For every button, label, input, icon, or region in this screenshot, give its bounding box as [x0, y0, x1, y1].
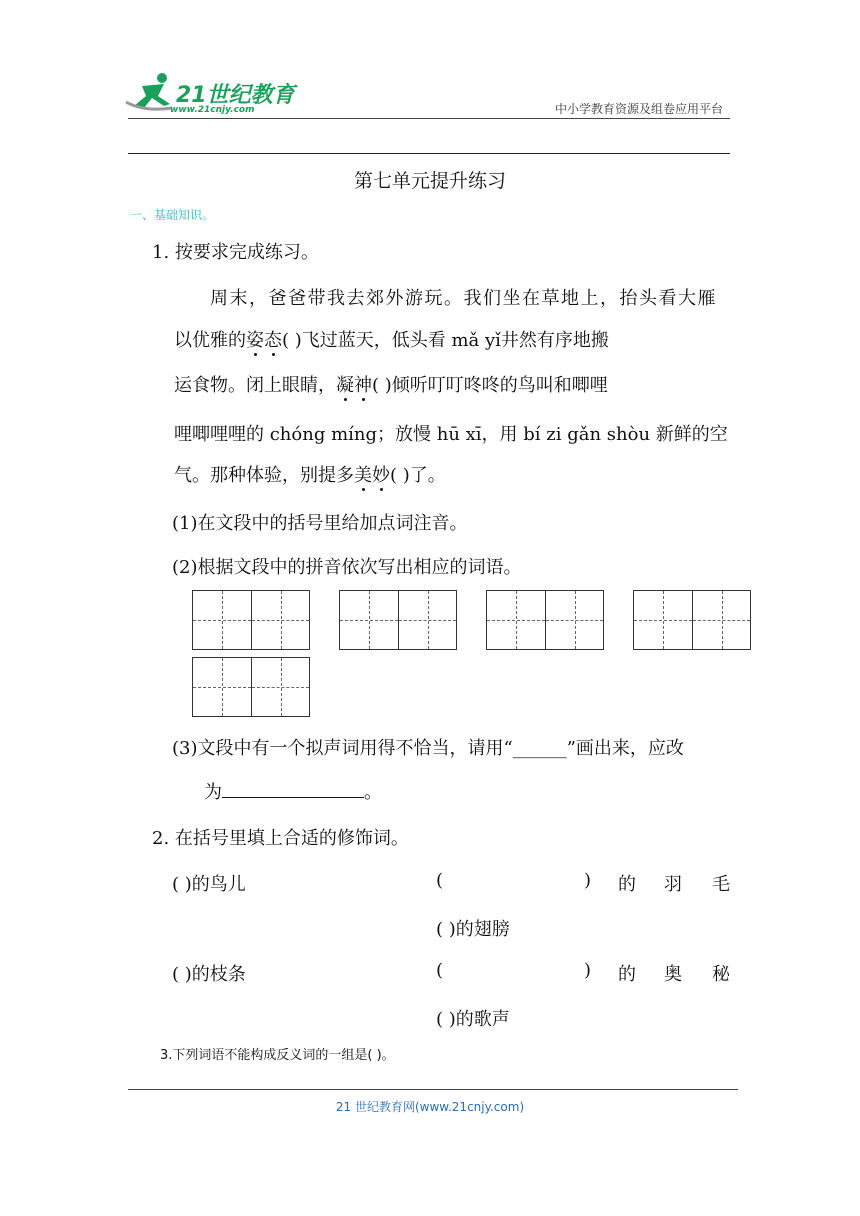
writing-grid[interactable] — [192, 657, 310, 717]
q2-item: ) — [584, 870, 592, 891]
dotted-char: 态 — [264, 330, 282, 351]
writing-grid[interactable] — [486, 590, 604, 650]
q2-item: ) — [584, 960, 592, 981]
q1-paragraph-line3 — [174, 371, 608, 397]
text: 气。那种体验，别提多 — [174, 465, 354, 486]
q1-sub3-line1: (3)文段中有一个拟声词用得不恰当，请用“______”画出来，应改 — [172, 738, 684, 759]
footer-divider — [128, 1089, 738, 1090]
q2-item: 秘 — [712, 964, 730, 985]
footer-text: 21 世纪教育网(www.21cnjy.com) — [335, 1100, 525, 1114]
text: 运食物。闭上眼睛， — [174, 375, 336, 396]
logo-text: 21世纪教育 — [176, 83, 295, 108]
dotted-char: 妙 — [372, 465, 390, 486]
text: ( )倾听叮叮咚咚的鸟叫和唧哩 — [372, 375, 608, 396]
q1-paragraph-line2 — [174, 326, 609, 352]
text: 为 — [204, 782, 222, 803]
q1-paragraph-line5 — [174, 461, 446, 487]
writing-grid[interactable] — [192, 590, 310, 650]
dotted-word — [354, 465, 390, 486]
dotted-char: 姿 — [246, 330, 264, 351]
q2-heading: 2. 在括号里填上合适的修饰词。 — [152, 828, 409, 849]
header-divider — [128, 118, 730, 119]
page-title: 第七单元提升练习 — [353, 170, 506, 192]
q2-item: ( )的枝条 — [172, 964, 246, 985]
dotted-char: 美 — [354, 465, 372, 486]
title-divider — [128, 153, 730, 154]
text: ( )了。 — [390, 465, 446, 486]
q1-sub2: (2)根据文段中的拼音依次写出相应的词语。 — [172, 557, 522, 578]
q2-item: ( — [436, 960, 444, 981]
text: 。 — [364, 782, 382, 803]
answer-blank[interactable] — [222, 779, 364, 798]
q2-item: ( )的翅膀 — [436, 919, 510, 940]
q2-item: 毛 — [712, 874, 730, 895]
platform-text: 中小学教育资源及组卷应用平台 — [554, 102, 723, 116]
q2-item: ( — [436, 870, 444, 891]
q2-item: ( )的鸟儿 — [172, 874, 246, 895]
dotted-word — [246, 330, 282, 351]
q1-paragraph-line1: 周末，爸爸带我去郊外游玩。我们坐在草地上，抬头看大雁 — [210, 288, 717, 309]
dotted-char: 神 — [354, 375, 372, 396]
section-heading: 一、基础知识。 — [130, 208, 215, 222]
writing-grid[interactable] — [339, 590, 457, 650]
q1-heading: 1. 按要求完成练习。 — [152, 242, 319, 263]
logo-url: www.21cnjy.com — [170, 105, 255, 115]
q2-item: ( )的歌声 — [436, 1009, 510, 1030]
q3-question: 3.下列词语不能构成反义词的一组是( )。 — [160, 1048, 395, 1063]
writing-grid[interactable] — [633, 590, 751, 650]
q1-sub3-line2 — [204, 778, 382, 804]
q2-item: 奥 — [664, 964, 682, 985]
dotted-char: 凝 — [336, 375, 354, 396]
q1-sub1: (1)在文段中的括号里给加点词注音。 — [172, 513, 468, 534]
text: 以优雅的 — [174, 330, 246, 351]
text: ( )飞过蓝天，低头看 mǎ yǐ井然有序地搬 — [282, 330, 609, 351]
q2-item: 的 — [618, 874, 636, 895]
q2-item: 的 — [618, 964, 636, 985]
dotted-word — [336, 375, 372, 396]
q2-item: 羽 — [664, 874, 682, 895]
q1-paragraph-line4: 哩唧哩哩的 chóng míng；放慢 hū xī，用 bí zi gǎn shòu 新鲜的空 — [174, 424, 728, 445]
